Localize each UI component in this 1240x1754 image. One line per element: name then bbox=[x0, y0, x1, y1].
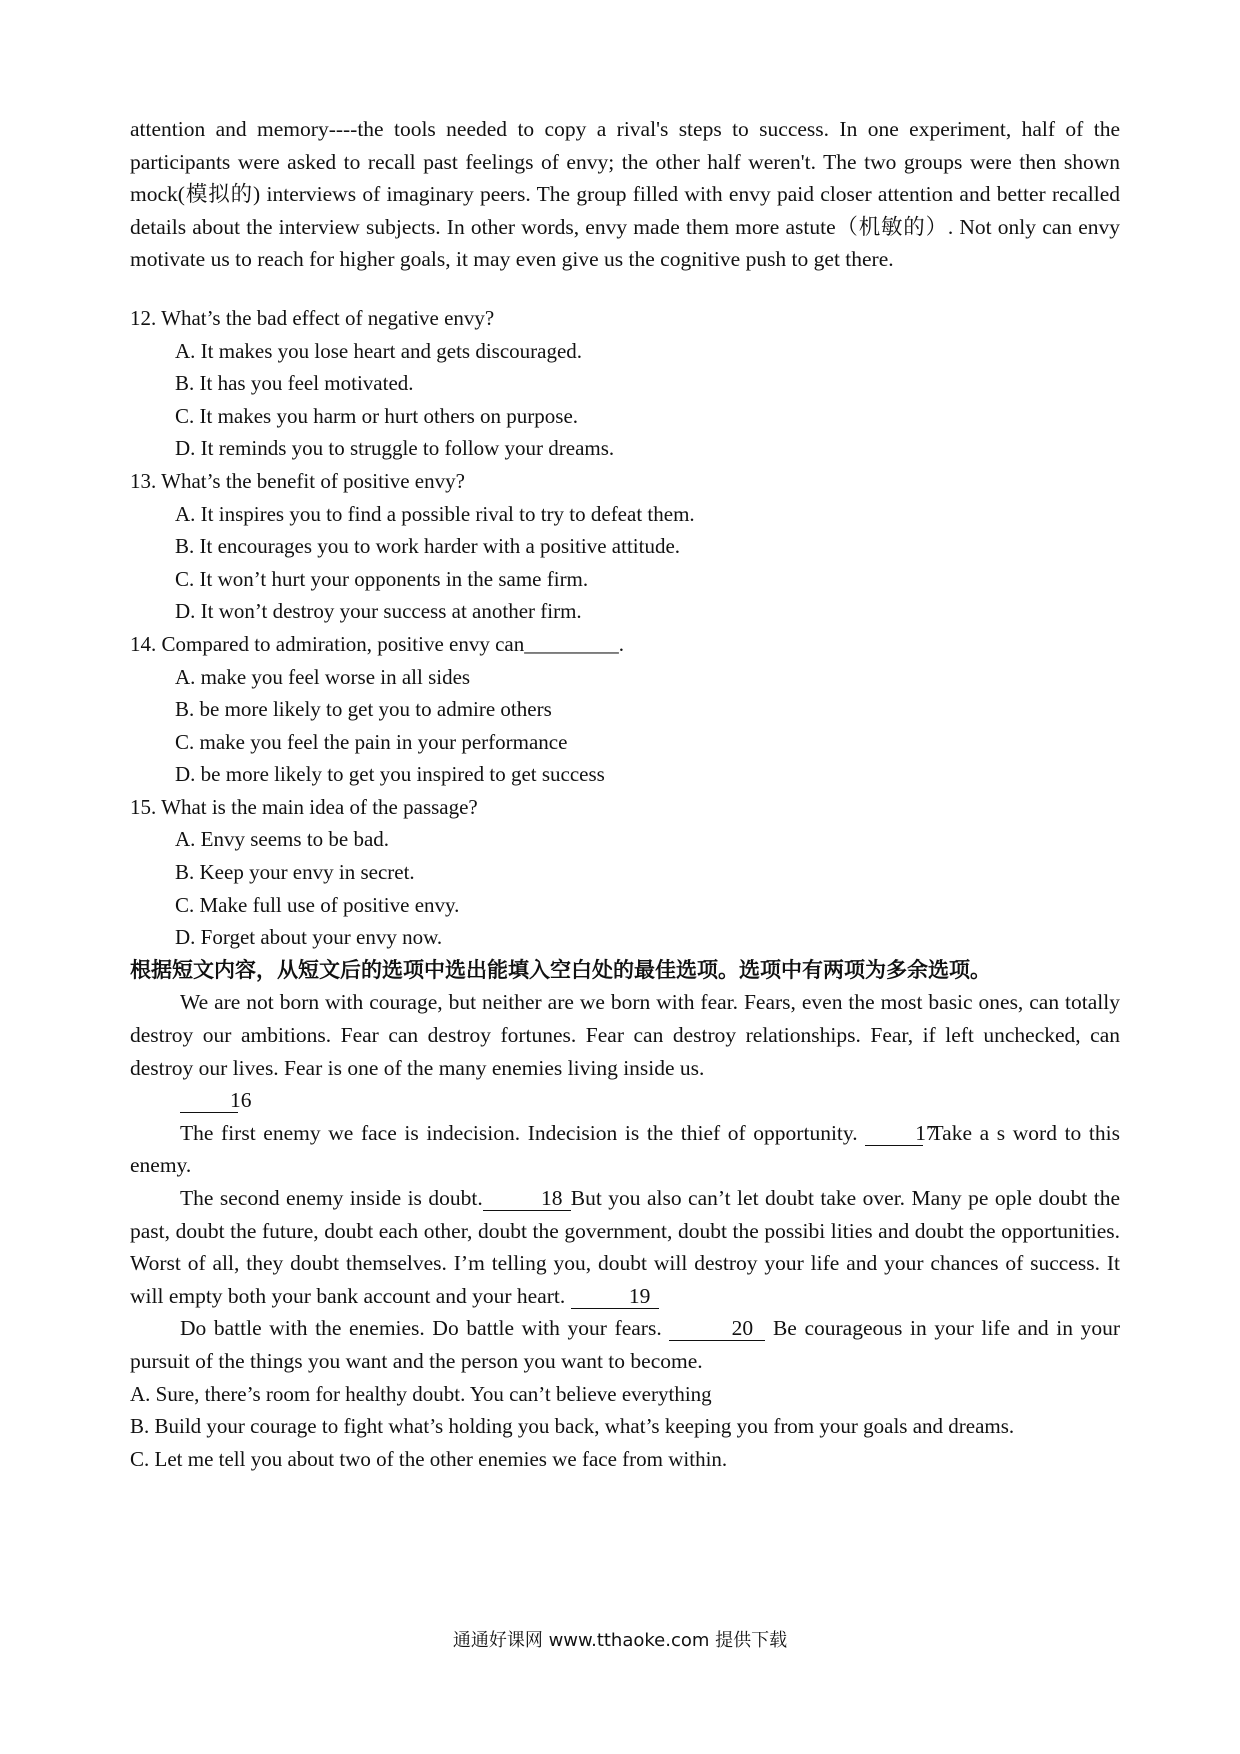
question-13 bbox=[130, 465, 1120, 628]
option-c: C. Make full use of positive envy. bbox=[175, 892, 460, 917]
question-stem: 12. What’s the bad effect of negative envy? bbox=[130, 305, 495, 330]
option-a: A. make you feel worse in all sides bbox=[175, 664, 471, 689]
passage-continuation: attention and memory----the tools needed to copy a rival's steps to success. In one experiment, half of the participants were asked to recall past feelings of envy; the other half weren't. The two groups were then shown mock(模拟的) interviews of imaginary peers. The group filled with envy paid closer attention and better recalled details about the interview subjects. In other words, envy made them more astute（机敏的）. Not only can envy motivate us to reach for higher goals, it may even give us the cognitive push to get there. bbox=[130, 117, 1120, 272]
paragraph-text: But you also can’t let doubt take over. Many pe ople doubt the past, doubt the future, doubt each other, doubt the government, doubt the possibi lities and doubt the opportunities. Worst of all, they doubt themselves. I’m telling you, doubt will destroy your life and your chances of success. It will empty both your bank account and your heart. bbox=[130, 1186, 1121, 1308]
option-c: C. It won’t hurt your opponents in the same firm. bbox=[175, 566, 589, 591]
paragraph-text: The second enemy inside is doubt. bbox=[180, 1186, 483, 1210]
question-14 bbox=[130, 628, 1120, 791]
option-d: D. It won’t destroy your success at another firm. bbox=[175, 599, 582, 624]
option-a: A. It inspires you to find a possible rival to try to defeat them. bbox=[175, 501, 695, 526]
cloze-paragraph-2 bbox=[130, 1117, 1120, 1182]
question-stem: 13. What’s the benefit of positive envy? bbox=[130, 468, 465, 493]
blank-19: 19 bbox=[571, 1284, 659, 1309]
option-b: B. Keep your envy in secret. bbox=[175, 860, 415, 885]
blank-17: 17 bbox=[865, 1121, 923, 1146]
question-stem: 15. What is the main idea of the passage? bbox=[130, 794, 478, 819]
choice-b: B. Build your courage to fight what’s holding you back, what’s keeping you from your goals and dreams. bbox=[130, 1414, 1015, 1439]
cloze-paragraph-3 bbox=[130, 1182, 1120, 1312]
option-d: D. Forget about your envy now. bbox=[175, 925, 443, 950]
blank-16: 16 bbox=[180, 1088, 238, 1113]
option-b: B. It encourages you to work harder with a positive attitude. bbox=[175, 534, 681, 559]
option-c: C. It makes you harm or hurt others on purpose. bbox=[175, 403, 579, 428]
question-15 bbox=[130, 791, 1120, 954]
question-stem: 14. Compared to admiration, positive envy can_________. bbox=[130, 631, 624, 656]
question-12 bbox=[130, 302, 1120, 465]
choice-a: A. Sure, there’s room for healthy doubt. You can’t believe everything bbox=[130, 1381, 712, 1406]
cloze-paragraph-1: We are not born with courage, but neither are we born with fear. Fears, even the most basic ones, can totally destroy our ambitions. Fear can destroy fortunes. Fear can destroy relationships. Fear, if left unchecked, can destroy our lives. Fear is one of the many enemies living inside us. bbox=[130, 990, 1120, 1080]
option-a: A. It makes you lose heart and gets discouraged. bbox=[175, 338, 583, 363]
option-b: B. It has you feel motivated. bbox=[175, 371, 414, 396]
paragraph-text: Be courageous in your life and in your pursuit of the things you want and the person you want to become. bbox=[130, 1316, 1121, 1373]
blank-20: 20 bbox=[669, 1316, 765, 1341]
option-b: B. be more likely to get you to admire others bbox=[175, 697, 552, 722]
blank-16-line bbox=[130, 1084, 1120, 1117]
option-d: D. It reminds you to struggle to follow your dreams. bbox=[175, 436, 615, 461]
option-a: A. Envy seems to be bad. bbox=[175, 827, 390, 852]
paragraph-text: Take a s word to this enemy. bbox=[130, 1120, 1120, 1178]
blank-18: 18 bbox=[483, 1186, 571, 1211]
document-page bbox=[130, 113, 1120, 1475]
paragraph-text: Do battle with the enemies. Do battle with your fears. bbox=[180, 1316, 662, 1341]
cloze-paragraph-4 bbox=[130, 1312, 1120, 1377]
paragraph-text: The first enemy we face is indecision. Indecision is the thief of opportunity. bbox=[180, 1120, 858, 1145]
choice-c: C. Let me tell you about two of the other enemies we face from within. bbox=[130, 1446, 728, 1471]
option-d: D. be more likely to get you inspired to get success bbox=[175, 762, 605, 787]
page-footer: 通通好课网 www.tthaoke.com 提供下载 bbox=[452, 1630, 788, 1651]
section-heading: 根据短文内容，从短文后的选项中选出能填入空白处的最佳选项。选项中有两项为多余选项。 bbox=[130, 957, 991, 982]
option-c: C. make you feel the pain in your performance bbox=[175, 729, 568, 754]
